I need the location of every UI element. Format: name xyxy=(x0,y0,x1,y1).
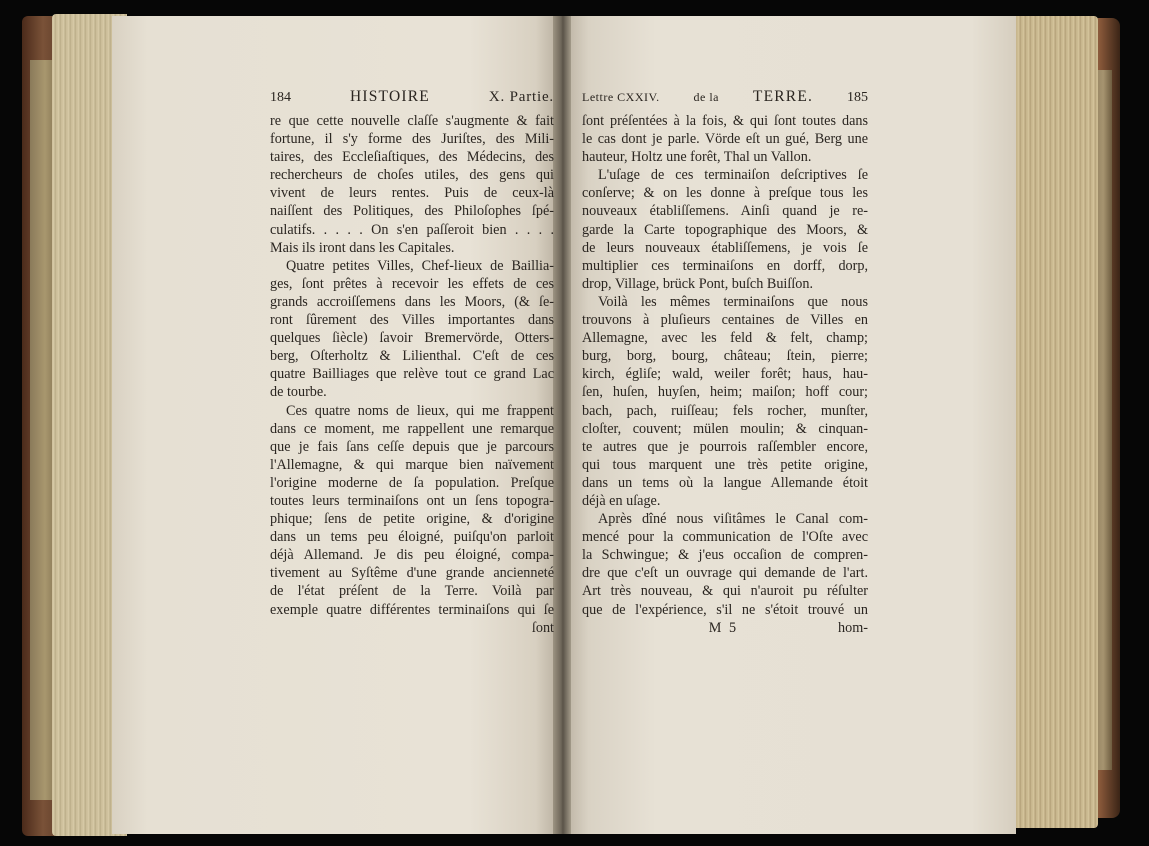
text-line: hauteur, Holtz une forêt, Thal un Vallon. xyxy=(582,149,812,166)
left-catchword: ſont xyxy=(531,619,554,636)
text-line: Quatre petites Villes, Chef-lieux de Bailliа- xyxy=(286,257,554,274)
text-line: rechercheurs de choſes utiles, des gens qui xyxy=(270,167,554,184)
left-footer xyxy=(270,619,554,637)
text-line: l'Allemagne, & qui marque bien naïvement xyxy=(270,456,554,473)
text-line: bach, pach, ruiſſeau; fels rocher, munſter, xyxy=(582,402,868,419)
text-line: ront ſûrement des Villes importantes dans xyxy=(270,312,554,329)
text-line: dans ce moment, me rappellent une remarque xyxy=(270,420,554,437)
text-line: grands accroiſſemens dans les Moors, (& ſe- xyxy=(270,293,554,310)
text-line: cloſter, couvent; mülen moulin; & cinquan- xyxy=(582,420,868,437)
text-line: Après dîné nous viſitâmes le Canal com- xyxy=(598,511,868,528)
text-line: le cas dont je parle. Vörde eſt un gué, Berg une xyxy=(582,131,868,148)
text-line: ſont préſentées à la fois, & qui ſont toutes dans xyxy=(582,113,868,129)
text-line: ſen, huſen, huyſen, heim; maiſon; hoff cour; xyxy=(582,384,868,401)
right-footer xyxy=(582,619,868,637)
text-line: dans un tems où la langue Allemande étoit xyxy=(582,474,868,491)
text-line: que de l'expérience, s'il ne s'étoit trouvé un xyxy=(582,601,868,618)
text-line: vivent de leurs rentes. Puis de ceux-là xyxy=(270,185,554,202)
right-running-head xyxy=(582,88,868,110)
text-line: Allemagne, avec les feld & felt, champ; xyxy=(582,330,868,347)
text-line: multiplier ces terminaiſons en dorff, dorp, xyxy=(582,257,868,274)
text-line: culatifs. . . . . On s'en paſſeroit bien . . . . xyxy=(270,221,554,238)
text-line: qui tous marquent une très petite origine, xyxy=(582,456,868,473)
text-line: re que cette nouvelle claſſe s'augmente & fait xyxy=(270,113,554,129)
text-line: tivement au Syſtême d'une grande ancienneté xyxy=(270,565,554,582)
text-line: L'uſage de ces terminaiſon deſcriptives ſe xyxy=(598,167,868,184)
right-running-letter: Lettre CXXIV. xyxy=(582,90,660,104)
text-line: drop, Village, brück Pont, buſch Buiſſon. xyxy=(582,275,813,292)
left-running-title: HISTOIRE xyxy=(349,88,430,105)
right-page-number: 185 xyxy=(846,90,868,105)
text-line: burg, borg, bourg, château; ſtein, pierre; xyxy=(582,348,868,365)
text-line: la Schwingue; & j'eus occaſion de compren- xyxy=(582,547,868,564)
text-line: fortune, il s'y forme des Juriſtes, des Mili- xyxy=(270,131,554,148)
left-running-part: X. Partie. xyxy=(488,89,554,105)
text-line: naiſſent des Politiques, des Philoſophes ſpé- xyxy=(270,203,554,220)
left-body xyxy=(270,112,554,619)
text-line: Ces quatre noms de lieux, qui me frappent xyxy=(286,402,554,419)
text-line: Mais ils iront dans les Capitales. xyxy=(270,239,455,256)
text-line: garde la Carte topographique des Moors, & xyxy=(582,221,868,238)
text-line: ges, ſont prêtes à recevoir les effets de ces xyxy=(270,275,554,292)
gutter xyxy=(553,16,571,834)
text-line: te autres que je pourrois raſſembler encore, xyxy=(582,438,868,455)
left-page-number: 184 xyxy=(270,90,291,105)
left-running-head xyxy=(270,88,554,110)
text-line: déjà Allemand. Je dis peu éloigné, compa- xyxy=(270,547,554,564)
text-line: quatre Bailliages que relève tout ce grand Lac xyxy=(270,366,554,383)
text-line: Art très nouveau, & qui n'auroit pu réſulter xyxy=(582,583,868,600)
text-line: toutes leurs terminaiſons ont un ſens topogra- xyxy=(270,492,554,509)
right-running-de: de la xyxy=(693,90,720,104)
right-page-text xyxy=(582,88,868,637)
text-line: quelques ſiècle) ſavoir Bremervörde, Otters- xyxy=(270,330,554,347)
right-catchword: hom- xyxy=(838,619,868,636)
text-line: phique; ſens de petite origine, & d'origine xyxy=(270,511,554,528)
right-running-title: TERRE. xyxy=(752,88,814,105)
text-line: dre que c'eſt un ouvrage qui demande de l'art. xyxy=(582,565,868,582)
text-line: berg, Oſterholtz & Lilienthal. C'eſt de ces xyxy=(270,348,554,365)
text-line: de tourbe. xyxy=(270,384,327,401)
text-line: nouveaux établiſſemens. Ainſi quand je re- xyxy=(582,203,868,220)
text-line: de l'état préſent de la Terre. Voilà par xyxy=(270,583,554,600)
text-line: taires, des Eccleſiaſtiques, des Médecins, des xyxy=(270,149,554,166)
text-line: dans un tems peu éloigné, puiſqu'on parloit xyxy=(270,529,554,546)
text-line: trouvons à pluſieurs centaines de Villes en xyxy=(582,312,868,329)
right-body xyxy=(582,112,868,619)
text-line: kirch, égliſe; wald, weiler forêt; haus, hau- xyxy=(582,366,868,383)
text-line: déjà en uſage. xyxy=(582,492,661,509)
right-signature: M 5 xyxy=(708,619,739,636)
text-line: de leurs nouveaux établiſſemens, je vois ſe xyxy=(582,239,868,256)
text-line: conſerve; & on les donne à preſque tous les xyxy=(582,185,868,202)
text-line: mencé pour la communication de l'Oſte avec xyxy=(582,529,868,546)
text-line: l'origine moderne de ſa population. Preſque xyxy=(270,474,554,491)
text-line: Voilà les mêmes terminaiſons que nous xyxy=(598,293,868,310)
right-page-edges xyxy=(1012,16,1098,828)
text-line: que je fais ſans ceſſe depuis que je parcours xyxy=(270,438,554,455)
text-line: exemple quatre différentes terminaiſons qui ſe xyxy=(270,601,554,618)
left-page-text xyxy=(270,88,554,637)
